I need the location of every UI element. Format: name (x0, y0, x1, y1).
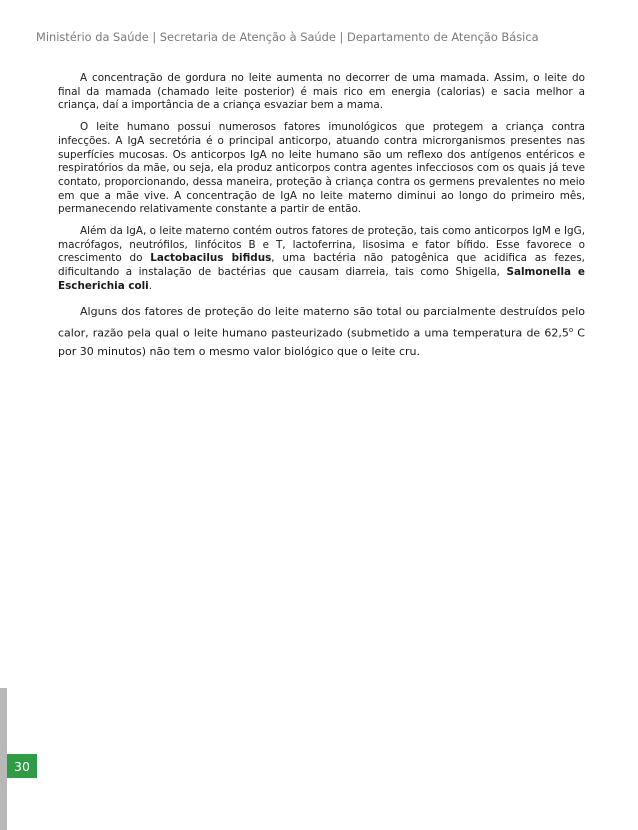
body-text (58, 72, 585, 369)
paragraph-4-text-b: C por 30 minutos) não tem o mesmo valor biológico que o leite cru. (58, 326, 585, 359)
paragraph-3-text-c: , uma bactéria não patogênica que acidifica as fezes, dificultando a instalação de bactérias que causam diarreia, tais como Shigella, (58, 252, 585, 279)
page-number-badge: 30 (7, 754, 37, 778)
paragraph-3-text-e: . (148, 279, 153, 292)
bold-term-lactobacilus: Lactobacilus bifidus (150, 252, 272, 265)
paragraph-1: A concentração de gordura no leite aumenta no decorrer de uma mamada. Assim, o leite do final da mamada (chamado leite posterior) é mais rico em energia (calorias) e sacia melhor a criança, daí a importância de a criança esvaziar bem a mama. (58, 72, 585, 112)
paragraph-3-text-a: Além da IgA, o leite materno contém outros fatores de proteção, tais como anticorpos IgM e IgG, macrófagos, neutrófilos, linfócitos B e T, lactoferrina, lisosima e fator bífido. Esse favorece o crescimento do (58, 225, 585, 265)
running-header: Ministério da Saúde | Secretaria de Atenção à Saúde | Departamento de Atenção Básica (36, 30, 539, 44)
paragraph-3 (58, 225, 585, 294)
bold-term-salmonella: Salmonella e Escherichia coli (58, 266, 585, 292)
degree-superscript: o (568, 325, 574, 334)
paragraph-2: O leite humano possui numerosos fatores imunológicos que protegem a criança contra infecções. A IgA secretória é o principal anticorpo, atuando contra microrganismos presentes nas superfícies mucosas. Os anticorpos IgA no leite humano são um reflexo dos antígenos entéricos e respiratórios da mãe, ou seja, ela produz anticorpos contra agentes infecciosos com os quais já teve contato, proporcionando, dessa maneira, proteção à criança contra os germens prevalentes no meio em que a mãe vive. A concentração de IgA no leite materno diminui ao longo do primeiro mês, permanecendo relativamente constante a partir de então. (58, 121, 585, 216)
page-edge-strip (0, 688, 7, 830)
paragraph-4-text-a: Alguns dos fatores de proteção do leite materno são total ou parcialmente destruídos pelo calor, razão pela qual o leite humano pasteurizado (submetido a uma temperatura de 62,5 (58, 304, 585, 340)
paragraph-4 (58, 302, 585, 362)
